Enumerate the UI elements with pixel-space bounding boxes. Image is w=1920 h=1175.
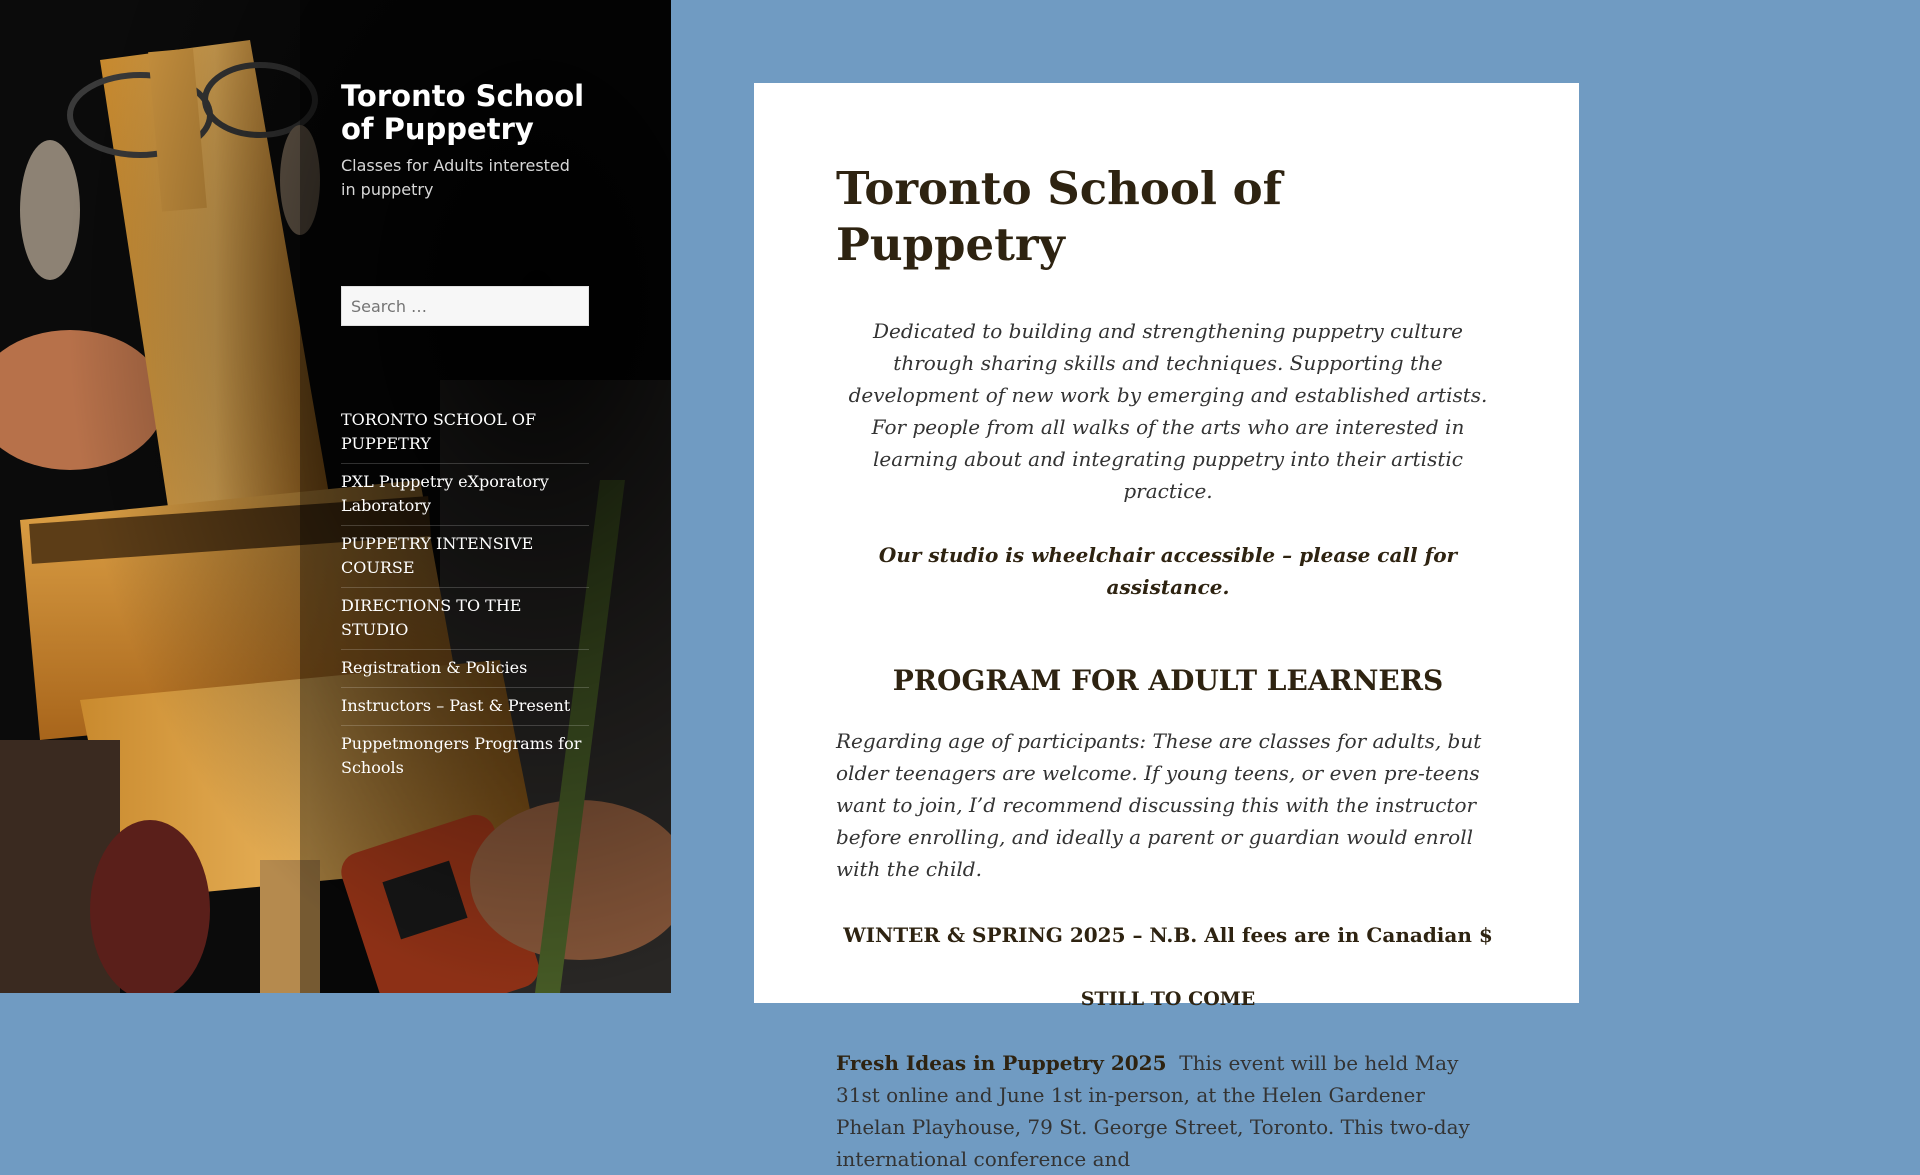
menu-item-instructors[interactable]: Instructors – Past & Present [341, 688, 589, 726]
entry [836, 161, 1500, 1175]
menu-item-intensive-course[interactable]: PUPPETRY INTENSIVE COURSE [341, 526, 589, 588]
sidebar [0, 0, 671, 993]
menu-item-schools-programs[interactable]: Puppetmongers Programs for Schools [341, 734, 582, 777]
menu-item-toronto-school[interactable]: TORONTO SCHOOL OF PUPPETRY [341, 402, 589, 464]
still-to-come-heading: STILL TO COME [1080, 988, 1256, 1010]
menu-item-pxl[interactable]: PXL Puppetry eXporatory Laboratory [341, 464, 589, 526]
menu-item-directions[interactable]: DIRECTIONS TO THE STUDIO [341, 588, 589, 650]
accessibility-note: Our studio is wheelchair accessible – please call for assistance. [878, 543, 1458, 599]
search-input[interactable] [341, 286, 589, 326]
site-description: Classes for Adults interested in puppetry [341, 156, 570, 199]
main-content [754, 83, 1579, 1171]
sidebar-content [341, 80, 589, 803]
fresh-ideas-title: Fresh Ideas in Puppetry 2025 [836, 1051, 1167, 1075]
tagline: Dedicated to building and strengthening puppetry culture through sharing skills and techniques. Supporting the development of new work by emerging and established artists. For people from all walks of the arts who are interested in learning about and integrating puppetry into their artistic practice. [848, 319, 1488, 503]
menu-item-registration[interactable]: Registration & Policies [341, 650, 589, 688]
main-menu [341, 402, 589, 787]
page-title: Toronto School of Puppetry [836, 162, 1283, 271]
site-title[interactable]: Toronto School of Puppetry [341, 79, 585, 146]
age-note: Regarding age of participants: These are classes for adults, but older teenagers are welcome. If young teens, or even pre-teens want to join, I’d recommend discussing this with the instructor before enrolling, and ideally a parent or guardian would enroll with the child. [836, 729, 1482, 881]
season-heading: WINTER & SPRING 2025 – N.B. All fees are in Canadian $ [843, 923, 1493, 947]
fresh-ideas-paragraph [836, 1047, 1500, 1175]
program-heading: PROGRAM FOR ADULT LEARNERS [892, 664, 1444, 697]
fresh-ideas-text: This event will be held May 31st online and June 1st in-person, at the Helen Gardener Phelan Playhouse, 79 St. George Street, Toronto. This two-day international conference and [836, 1051, 1470, 1171]
